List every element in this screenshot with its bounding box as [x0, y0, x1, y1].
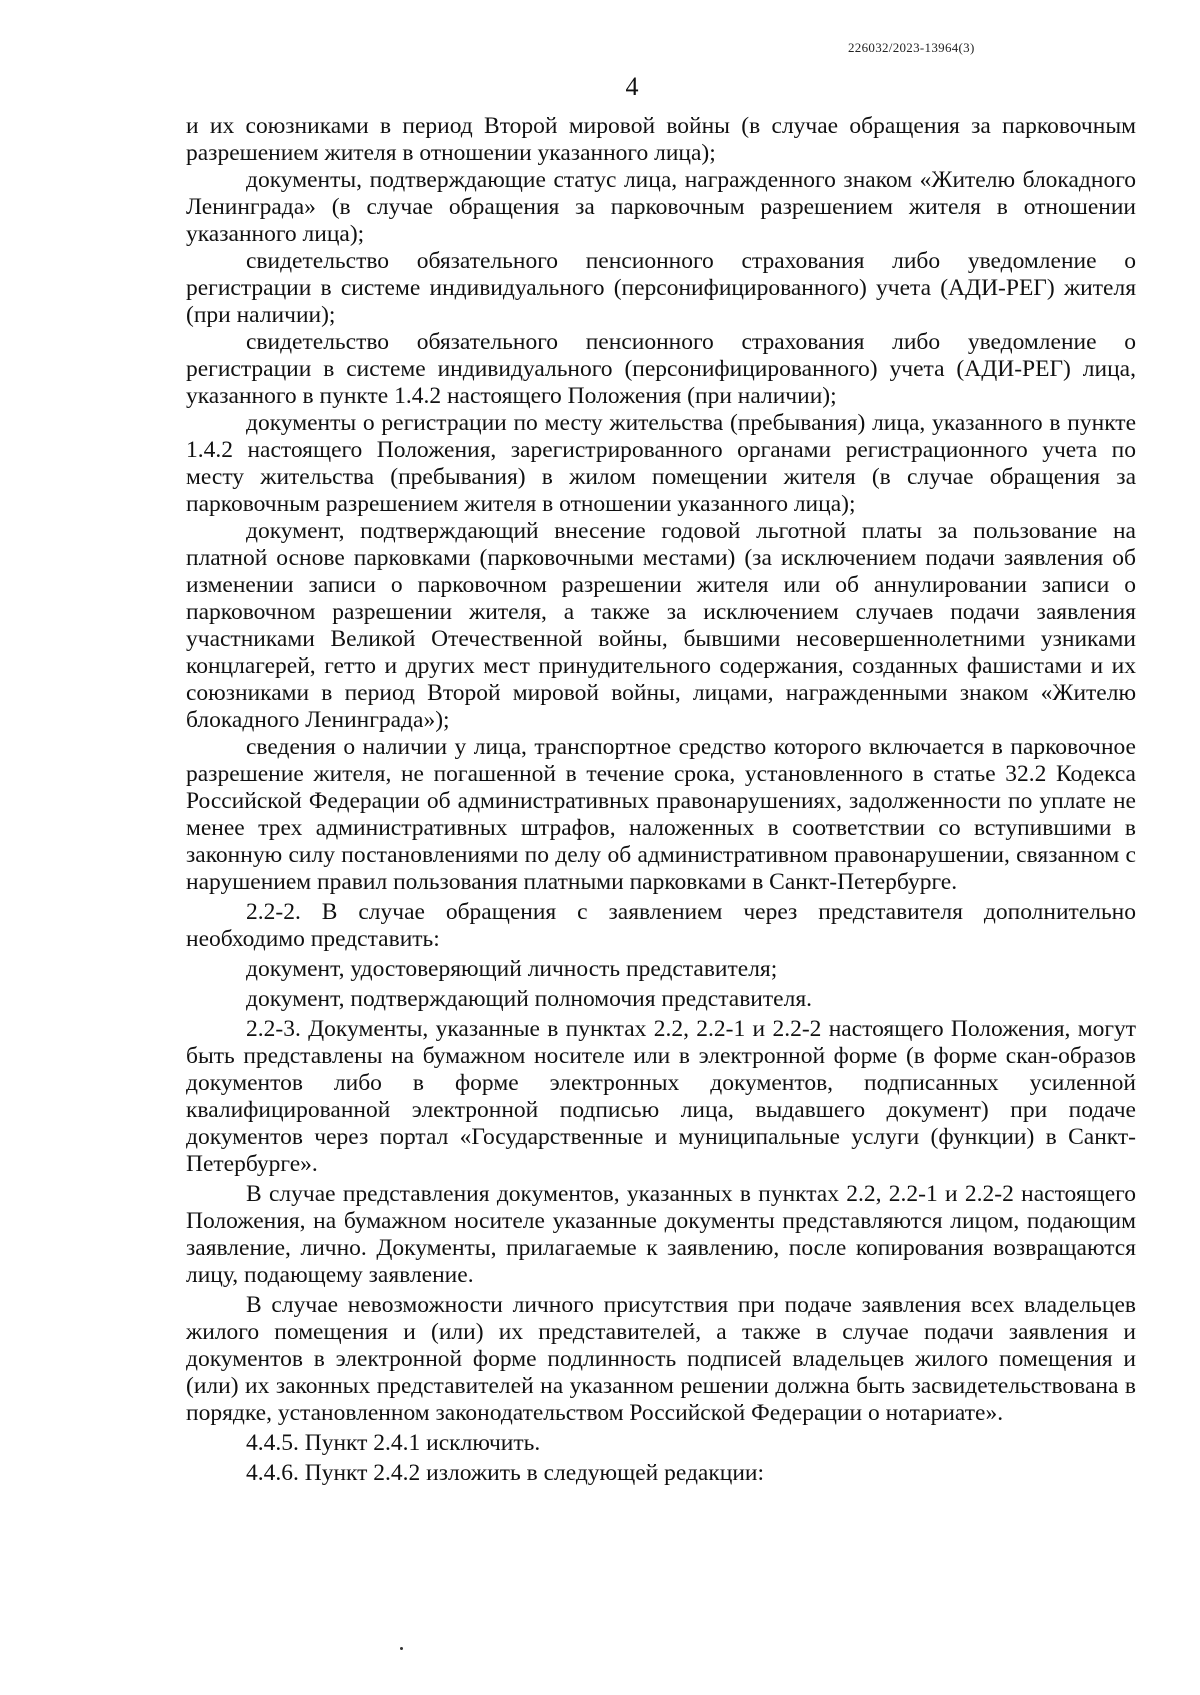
paragraph-representative-id: документ, удостоверяющий личность представителя;: [246, 956, 778, 982]
paragraph-pension-certificate-person: свидетельство обязательного пенсионного страхования либо уведомление о регистрации в системе индивидуального (персонифицированного) учета (АДИ-РЕГ) лица, указанного в пункте 1.4.2 настоящего Положения (при наличии);: [186, 329, 1136, 409]
paragraph-blockade-status-documents: документы, подтверждающие статус лица, награжденного знаком «Жителю блокадного Ленинграда» (в случае обращения за парковочным разрешением жителя в отношении указанного лица);: [186, 167, 1136, 247]
paragraph-annual-fee-document: документ, подтверждающий внесение годовой льготной платы за пользование на платной основе парковками (парковочными местами) (за исключением подачи заявления об изменении записи о парковочном разрешении жителя или об аннулировании записи о парковочном разрешении жителя, а также за исключением случаев подачи заявления участниками Великой Отечественной войны, бывшими несовершеннолетними узниками концлагерей, гетто и других мест принудительного содержания, созданных фашистами и их союзниками в период Второй мировой войны, лицами, награжденными знаком «Жителю блокадного Ленинграда»);: [186, 518, 1136, 733]
paragraph-pension-certificate-resident: свидетельство обязательного пенсионного страхования либо уведомление о регистрации в системе индивидуального (персонифицированного) учета (АДИ-РЕГ) жителя (при наличии);: [186, 248, 1136, 328]
paragraph-fines-information: сведения о наличии у лица, транспортное средство которого включается в парковочное разрешение жителя, не погашенной в течение срока, установленного в статье 32.2 Кодекса Российской Федерации об административных правонарушениях, задолженности по уплате не менее трех административных штрафов, наложенных в соответствии со вступившими в законную силу постановлениями по делу об административном правонарушении, связанном с нарушением правил пользования платными парковками в Санкт-Петербурге.: [186, 734, 1136, 895]
paragraph-2-2-3: 2.2-3. Документы, указанные в пунктах 2.2, 2.2-1 и 2.2-2 настоящего Положения, могут быть представлены на бумажном носителе или в электронной форме (в форме скан-образов документов либо в форме электронных документов, подписанных усиленной квалифицированной электронной подписью лица, выдавшего документ) при подаче документов через портал «Государственные и муниципальные услуги (функции) в Санкт-Петербурге».: [186, 1016, 1136, 1177]
paragraph-2-2-2: 2.2-2. В случае обращения с заявлением через представителя дополнительно необходимо представить:: [186, 899, 1136, 952]
paragraph-4-4-5: 4.4.5. Пункт 2.4.1 исключить.: [246, 1430, 541, 1456]
paragraph-paper-submission: В случае представления документов, указанных в пунктах 2.2, 2.2-1 и 2.2-2 настоящего Положения, на бумажном носителе указанные документы представляются лицом, подающим заявление, лично. Документы, прилагаемые к заявлению, после копирования возвращаются лицу, подающему заявление.: [186, 1181, 1136, 1288]
document-registration-number: 226032/2023-13964(3): [848, 40, 975, 55]
scan-speck: [400, 1647, 403, 1650]
document-body: [186, 113, 1136, 1487]
paragraph-notarization: В случае невозможности личного присутствия при подаче заявления всех владельцев жилого помещения и (или) их представителей, а также в случае подачи заявления и документов в электронной форме подлинность подписей владельцев жилого помещения и (или) их законных представителей на указанном решении должна быть засвидетельствована в порядке, установленном законодательством Российской Федерации о нотариате».: [186, 1292, 1136, 1426]
page-number: 4: [625, 72, 639, 101]
paragraph-continuation: и их союзниками в период Второй мировой войны (в случае обращения за парковочным разрешением жителя в отношении указанного лица);: [186, 113, 1136, 166]
paragraph-registration-documents: документы о регистрации по месту жительства (пребывания) лица, указанного в пункте 1.4.2 настоящего Положения, зарегистрированного органами регистрационного учета по месту жительства (пребывания) в жилом помещении жителя (в случае обращения за парковочным разрешением жителя в отношении указанного лица);: [186, 410, 1136, 517]
paragraph-representative-authority: документ, подтверждающий полномочия представителя.: [246, 986, 812, 1012]
paragraph-4-4-6: 4.4.6. Пункт 2.4.2 изложить в следующей редакции:: [246, 1460, 765, 1486]
